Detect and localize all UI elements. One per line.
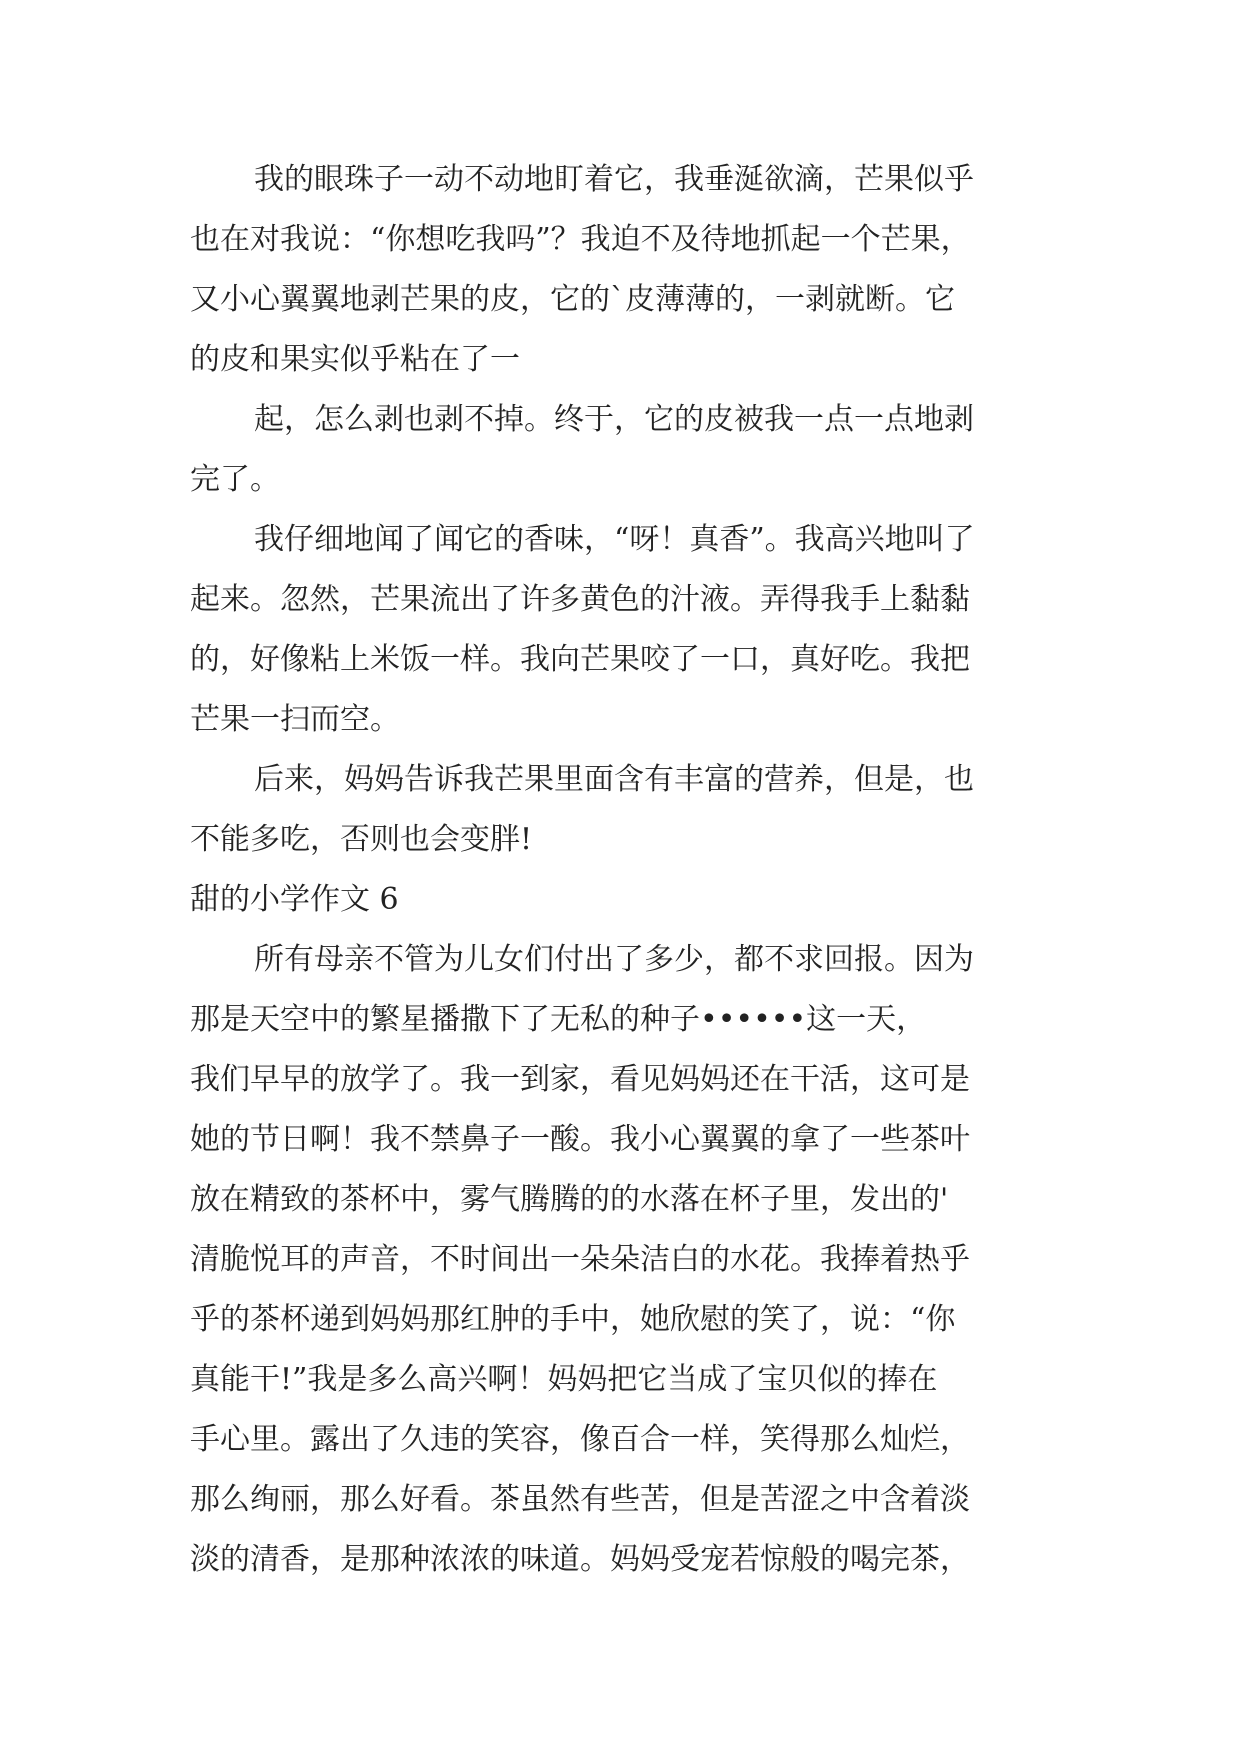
section-heading [190,870,1090,930]
text-line: 清脆悦耳的声音，不时间出一朵朵洁白的水花。我捧着热乎 [190,1242,970,1277]
paragraph [190,510,1090,750]
text-line: 的皮和果实似乎粘在了一 [190,342,520,377]
text-line: 所有母亲不管为儿女们付出了多少，都不求回报。因为 [254,942,974,977]
text-line: 后来，妈妈告诉我芒果里面含有丰富的营养，但是，也 [254,762,974,797]
text-line: 那么绚丽，那么好看。茶虽然有些苦，但是苦涩之中含着淡 [190,1482,970,1517]
text-line: 完了。 [190,462,280,497]
text-line: 又小心翼翼地剥芒果的皮，它的`皮薄薄的，一剥就断。它 [190,282,955,317]
heading-text: 甜的小学作文 6 [190,882,399,917]
text-line: 我们早早的放学了。我一到家，看见妈妈还在干活，这可是 [190,1062,970,1097]
document-body [190,150,1090,1590]
text-line: 也在对我说：“你想吃我吗”？我迫不及待地抓起一个芒果， [190,222,971,257]
text-line: 不能多吃，否则也会变胖! [190,822,533,857]
text-line: 我的眼珠子一动不动地盯着它，我垂涎欲滴，芒果似乎 [254,162,974,197]
text-line: 手心里。露出了久违的笑容，像百合一样，笑得那么灿烂， [190,1422,970,1457]
text-line: 我仔细地闻了闻它的香味，“呀！真香”。我高兴地叫了 [254,522,975,557]
text-line: 起，怎么剥也剥不掉。终于，它的皮被我一点一点地剥 [254,402,974,437]
text-line: 放在精致的茶杯中，雾气腾腾的的水落在杯子里，发出的' [190,1182,949,1217]
text-line: 她的节日啊！我不禁鼻子一酸。我小心翼翼的拿了一些茶叶 [190,1122,970,1157]
paragraph [190,150,1090,390]
text-line: 淡的清香，是那种浓浓的味道。妈妈受宠若惊般的喝完茶， [190,1542,970,1577]
paragraph [190,930,1090,1590]
text-line: 真能干!”我是多么高兴啊！妈妈把它当成了宝贝似的捧在 [190,1362,938,1397]
text-line: 的，好像粘上米饭一样。我向芒果咬了一口，真好吃。我把 [190,642,970,677]
text-line: 那是天空中的繁星播撒下了无私的种子••••••这一天， [190,1002,927,1037]
text-line: 乎的茶杯递到妈妈那红肿的手中，她欣慰的笑了，说：“你 [190,1302,956,1337]
paragraph [190,750,1090,870]
text-line: 起来。忽然，芒果流出了许多黄色的汁液。弄得我手上黏黏 [190,582,970,617]
text-line: 芒果一扫而空。 [190,702,400,737]
paragraph [190,390,1090,510]
